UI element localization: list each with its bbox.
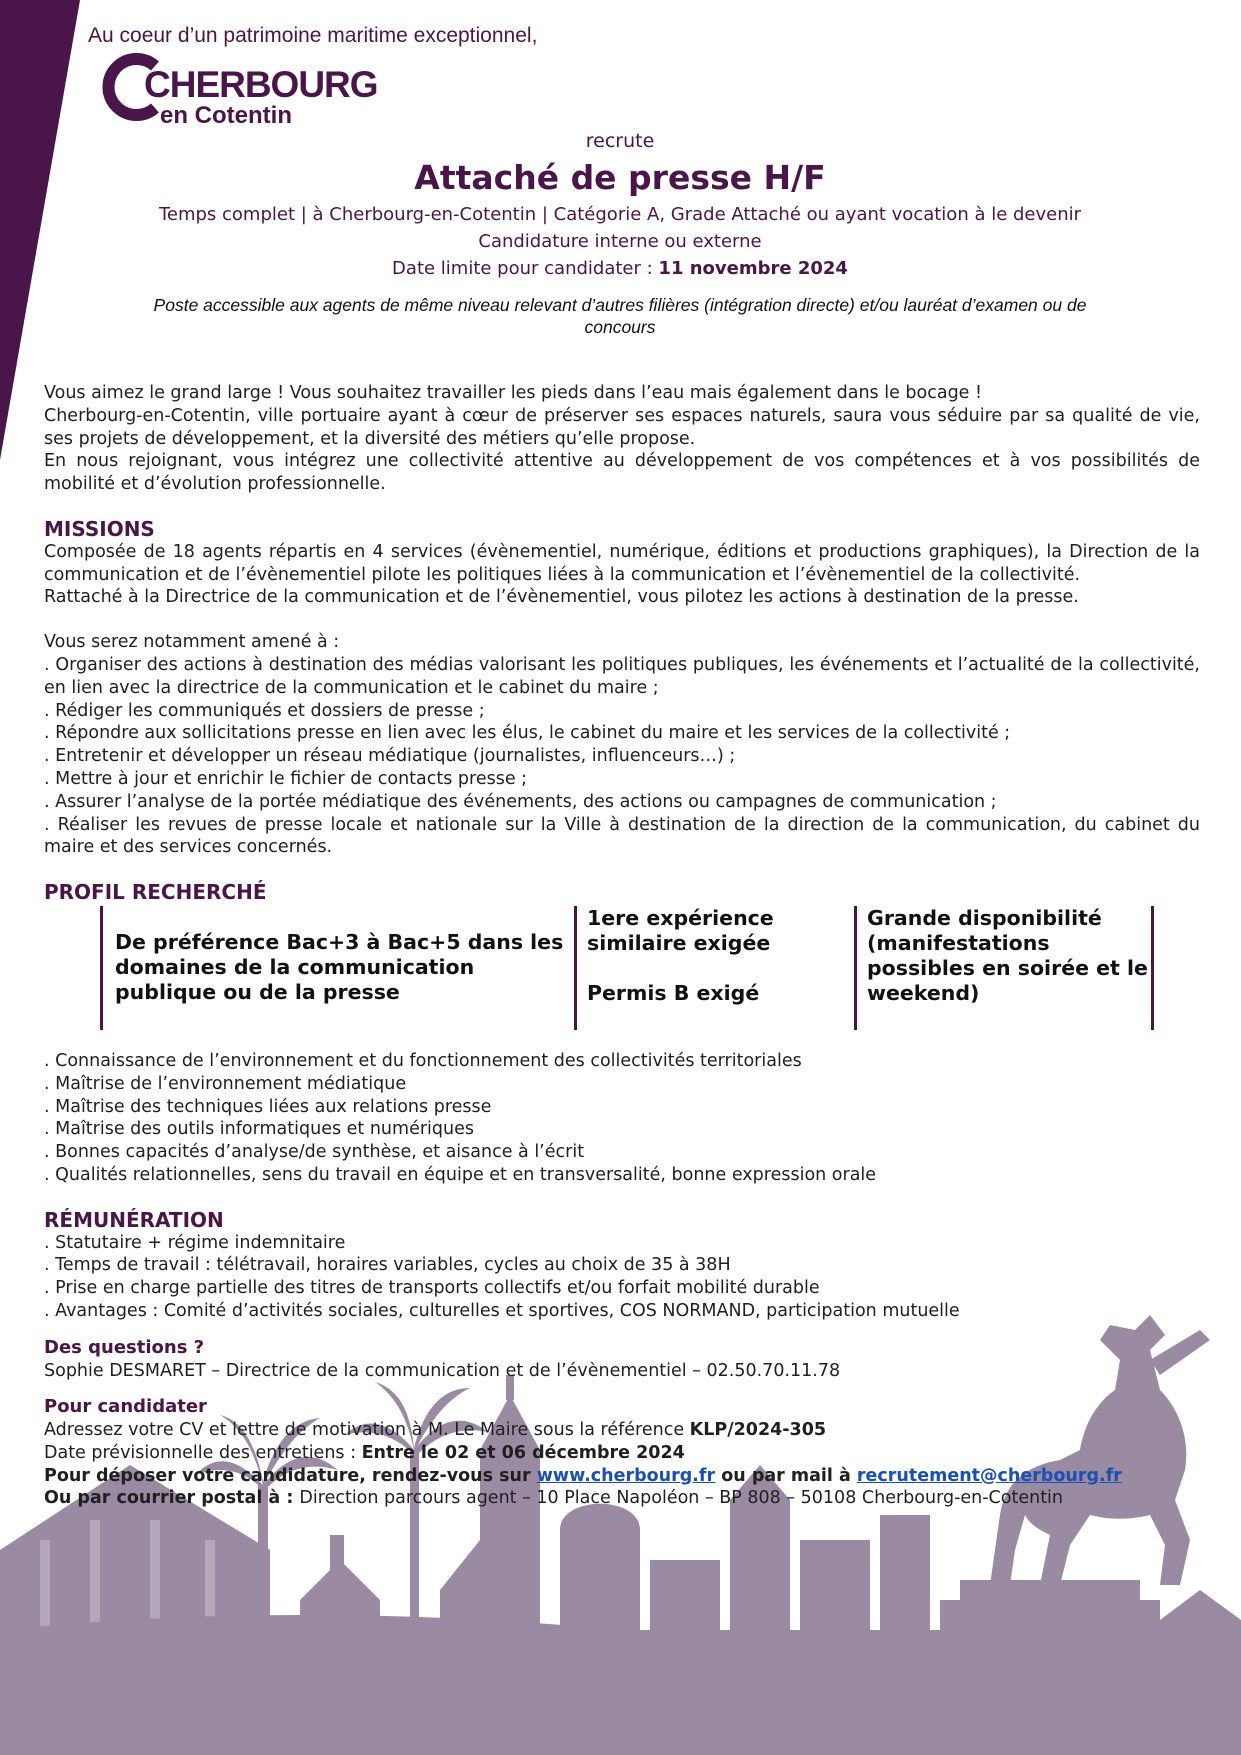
list-item: . Statutaire + régime indemnitaire — [44, 1232, 346, 1253]
deadline-value: 11 novembre 2024 — [658, 258, 848, 279]
missions-heading: MISSIONS — [44, 516, 155, 541]
questions-heading: Des questions ? — [44, 1336, 205, 1358]
list-item: . Qualités relationnelles, sens du travail en équipe et en transversalité, bonne expression orale — [44, 1164, 877, 1185]
logo-subtitle: en Cotentin — [160, 102, 292, 129]
intro-line-3: En nous rejoignant, vous intégrez une collectivité attentive au développement de vos compétences et à vos possibilités de mobilité et d’évolution professionnelle. — [44, 451, 1200, 495]
list-item: . Mettre à jour et enrichir le fichier de contacts presse ; — [44, 768, 528, 789]
list-item: . Maîtrise des outils informatiques et numériques — [44, 1119, 474, 1140]
job-title: Attaché de presse H/F — [414, 158, 826, 197]
website-link[interactable]: www.cherbourg.fr — [536, 1465, 716, 1486]
intro-line-2: Cherbourg-en-Cotentin, ville portuaire ayant à cœur de préserver ses espaces naturels, saura vous séduire par sa qualité de vie, ses projets de développement, et la diversité des métiers qu’elle propose. — [44, 405, 1200, 449]
postal-label: Ou par courrier postal à : — [44, 1488, 300, 1509]
access-note: Poste accessible aux agents de même niveau relevant d’autres filières (intégration directe) et/ou lauréat d’examen ou de concours — [153, 295, 1087, 337]
postal-address: Direction parcours agent – 10 Place Napoléon – BP 808 – 50108 Cherbourg-en-Cotentin — [299, 1488, 1064, 1509]
profile-availability: Grande disponibilité (manifestations possibles en soirée et le weekend) — [854, 906, 1154, 1030]
list-item: . Bonnes capacités d’analyse/de synthèse, et aisance à l’écrit — [44, 1142, 585, 1163]
apply-line-4 — [44, 1487, 1200, 1510]
profile-license: Permis B exigé — [587, 980, 760, 1005]
apply-line-3 — [44, 1465, 1200, 1488]
profile-education: De préférence Bac+3 à Bac+5 dans les domaines de la communication publique ou de la presse — [100, 906, 570, 1030]
apply-line-2 — [44, 1442, 1200, 1465]
intro-line-1: Vous aimez le grand large ! Vous souhaitez travailler les pieds dans l’eau mais également dans le bocage ! — [44, 383, 983, 403]
list-item: . Entretenir et développer un réseau médiatique (journalistes, influenceurs…) ; — [44, 746, 736, 767]
list-item: . Avantages : Comité d’activités sociales, culturelles et sportives, COS NORMAND, participation mutuelle — [44, 1300, 960, 1321]
reference-code: KLP/2024-305 — [689, 1420, 827, 1441]
apply-line-1 — [44, 1419, 1200, 1442]
list-item: . Maîtrise des techniques liées aux relations presse — [44, 1096, 492, 1117]
list-item: . Temps de travail : télétravail, horaires variables, cycles au choix de 35 à 38H — [44, 1255, 731, 1276]
email-link[interactable]: recrutement@cherbourg.fr — [856, 1465, 1122, 1486]
profile-skills — [44, 1050, 1200, 1187]
job-body — [44, 382, 1200, 1510]
job-header — [150, 130, 1090, 338]
interview-dates: Entre le 02 et 06 décembre 2024 — [361, 1442, 685, 1463]
list-item: . Prise en charge partielle des titres de transports collectifs et/ou forfait mobilité durable — [44, 1278, 820, 1299]
missions-paragraph-1: Composée de 18 agents répartis en 4 services (évènementiel, numérique, éditions et productions graphiques), la Direction de la communication et de l’évènementiel pilote les politiques liées à la communication et l’évènementiel de la collectivité. — [44, 541, 1200, 585]
job-conditions: Temps complet | à Cherbourg-en-Cotentin | Catégorie A, Grade Attaché ou ayant vocation à le devenir — [158, 204, 1082, 225]
deadline — [150, 255, 1090, 282]
missions-paragraph-2: Rattaché à la Directrice de la communication et de l’évènementiel, vous pilotez les actions à destination de la presse. — [44, 587, 1079, 608]
list-item: . Assurer l’analyse de la portée médiatique des événements, des actions ou campagnes de communication ; — [44, 791, 997, 812]
list-item: . Connaissance de l’environnement et du fonctionnement des collectivités territoriales — [44, 1050, 802, 1071]
apply-line-1-text: Adressez votre CV et lettre de motivation à M. Le Maire sous la référence — [44, 1420, 690, 1441]
list-item: . Maîtrise de l’environnement médiatique — [44, 1073, 407, 1094]
apply-line-3-mid: ou par mail à — [715, 1465, 857, 1486]
list-item: . Rédiger les communiqués et dossiers de presse ; — [44, 700, 485, 721]
apply-line-3-text: Pour déposer votre candidature, rendez-vous sur — [44, 1465, 537, 1486]
logo-wordmark: CHERBOURG — [144, 64, 378, 105]
job-meta — [150, 201, 1090, 282]
profile-experience-text: 1ere expérience similaire exigée — [587, 905, 774, 955]
deadline-label: Date limite pour candidater : — [392, 258, 659, 279]
list-item: . Répondre aux sollicitations presse en lien avec les élus, le cabinet du maire et les services de la collectivité ; — [44, 723, 1011, 744]
remuneration-heading: RÉMUNÉRATION — [44, 1207, 224, 1232]
apply-section — [44, 1419, 1200, 1510]
profile-experience — [574, 906, 854, 1030]
candidature-type: Candidature interne ou externe — [478, 231, 762, 252]
recrute-label: recrute — [585, 130, 655, 152]
cherbourg-logo — [100, 52, 390, 132]
tagline: Au coeur d’un patrimoine maritime exceptionnel, — [88, 24, 538, 47]
questions-contact: Sophie DESMARET – Directrice de la communication et de l’évènementiel – 02.50.70.11.78 — [44, 1360, 841, 1381]
apply-line-2-text: Date prévisionnelle des entretiens : — [44, 1442, 362, 1463]
list-item: . Organiser des actions à destination des médias valorisant les politiques publiques, les événements et l’actualité de la collectivité, en lien avec la directrice de la communication et le cabinet du maire ; — [44, 654, 1200, 698]
missions-section — [44, 541, 1200, 859]
list-item: . Réaliser les revues de presse locale et nationale sur la Ville à destination de la direction de la communication, du cabinet du maire et des services concernés. — [44, 814, 1200, 858]
profile-heading: PROFIL RECHERCHÉ — [44, 880, 267, 905]
profile-requirements — [44, 906, 1200, 1036]
apply-heading: Pour candidater — [44, 1396, 207, 1418]
remuneration-section — [44, 1232, 1200, 1323]
missions-list-intro: Vous serez notamment amené à : — [44, 632, 340, 653]
intro-section — [44, 382, 1200, 496]
